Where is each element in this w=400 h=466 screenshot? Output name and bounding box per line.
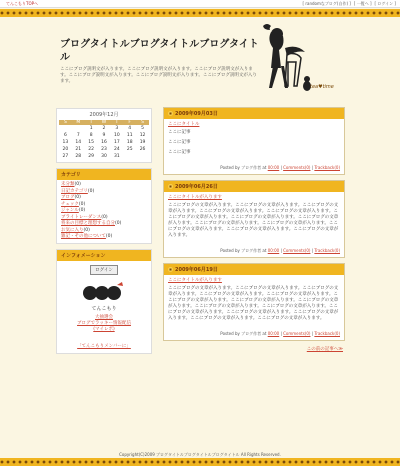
entry-date: 2009年06月19日 xyxy=(175,267,218,273)
calendar-day: 21 xyxy=(75,147,82,152)
category-count: (0) xyxy=(115,221,122,226)
entry-footer: Posted by ブログ作者 at 00:00 | Comments(0) | Trackback(0) xyxy=(220,331,340,336)
home-link[interactable]: てんこもりTOPへ xyxy=(6,1,39,6)
info-link-myreport[interactable]: (マイレポ) xyxy=(93,326,115,332)
category-box xyxy=(56,168,152,244)
top-nav-link-random[interactable]: [ randomなブログ(自作) ] xyxy=(302,1,351,6)
calendar-day: 27 xyxy=(62,154,69,159)
calendar-day: 26 xyxy=(139,147,146,152)
category-list xyxy=(57,180,151,243)
calendar-day: 18 xyxy=(126,140,133,145)
category-count: (0) xyxy=(105,234,113,239)
calendar-day: 13 xyxy=(62,140,69,145)
calendar-day xyxy=(72,125,85,132)
previous-entries-link[interactable]: この前の記事へ≫ xyxy=(306,347,343,352)
top-flower-border xyxy=(0,9,400,17)
top-nav-link-list[interactable]: [ 一覧へ ] xyxy=(353,1,372,6)
bottom-flower-border xyxy=(0,458,400,466)
flower-icon xyxy=(168,267,173,272)
member-link[interactable]: 「てんこもりメンバーに」 xyxy=(77,343,131,349)
entry-text: ここにブログの文章が入ります。ここにブログの文章が入ります。ここにブログの文章が入ります。ここにブログの文章が入ります。ここにブログの文章が入ります。ここにブログの文章が入ります。ここにブログの文章が入ります。ここにブログの文章が入ります。ここにブログの文章が入ります。ここにブログの文章が入ります。ここにブログの文章が入ります。ここにブログの文章が入ります。ここにブログの文章が入ります。ここにブログの文章が入ります。ここにブログの文章が入ります。 xyxy=(168,286,339,321)
calendar-day: 12 xyxy=(139,133,146,138)
flower-icon xyxy=(168,111,173,116)
category-link[interactable]: ジャンル xyxy=(61,208,79,213)
category-link[interactable]: お気に入り xyxy=(61,227,84,233)
information-box xyxy=(56,249,152,354)
calendar-day: 24 xyxy=(113,147,120,152)
entry-date-header xyxy=(164,108,344,119)
tea-time-logo: tea♥time xyxy=(310,84,334,90)
calendar-day: 14 xyxy=(75,140,82,145)
calendar-day: 11 xyxy=(126,133,133,138)
blog-title[interactable]: ブログタイトルブログタイトルブログタイトル xyxy=(60,39,259,63)
category-title: カテゴリ xyxy=(57,169,151,180)
entry-text: ここに記事 xyxy=(168,150,191,155)
entry-comments-link[interactable]: Comments(0) xyxy=(283,165,311,170)
entry-time-link[interactable]: 00:00 xyxy=(267,248,280,253)
entry-footer: Posted by ブログ作者 at 00:00 | Comments(0) | Trackback(0) xyxy=(220,165,340,170)
calendar-dow: M xyxy=(72,120,85,125)
entry-footer: Posted by ブログ作者 at 00:00 | Comments(0) | Trackback(0) xyxy=(220,248,340,253)
calendar-day: 25 xyxy=(126,147,133,152)
entry-date-header xyxy=(164,181,344,192)
entry-date-header xyxy=(164,264,344,275)
entry-trackback-link[interactable]: Trackback(0) xyxy=(314,248,340,253)
category-link[interactable]: ブログ xyxy=(61,195,75,200)
entry-text: ここにブログの文章が入ります。ここにブログの文章が入ります。ここにブログの文章が入ります。ここにブログの文章が入ります。ここにブログの文章が入ります。ここにブログの文章が入ります。ここにブログの文章が入ります。ここにブログの文章が入ります。ここにブログの文章が入ります。ここにブログの文章が入ります。ここにブログの文章が入ります。ここにブログの文章が入ります。ここにブログの文章が入ります。 xyxy=(168,203,339,238)
calendar-day: 3 xyxy=(115,126,119,131)
calendar-dow: W xyxy=(98,120,111,125)
calendar-day: 5 xyxy=(141,126,144,131)
calendar-day: 19 xyxy=(139,140,146,145)
category-link[interactable]: ブライトレーダンス xyxy=(61,214,102,220)
entry-title[interactable]: ここにタイトル xyxy=(168,122,200,127)
calendar-dow: T xyxy=(85,120,98,125)
entry-trackback-link[interactable]: Trackback(0) xyxy=(314,165,340,170)
flower-icon xyxy=(168,184,173,189)
calendar-day: 9 xyxy=(102,133,106,138)
calendar-day: 17 xyxy=(113,140,120,145)
calendar-day: 4 xyxy=(128,126,132,131)
calendar-title: 2009年12月 xyxy=(89,112,119,118)
calendar-day: 29 xyxy=(88,154,94,159)
category-count: (0) xyxy=(101,214,108,220)
calendar-day: 15 xyxy=(88,140,94,145)
calendar-day: 8 xyxy=(89,133,93,138)
information-title: インフォメーション xyxy=(57,250,151,261)
category-link[interactable]: 日記カテゴリ xyxy=(61,188,88,194)
calendar-dow: F xyxy=(123,120,136,125)
top-nav-bar xyxy=(0,0,400,8)
category-link[interactable]: 将来の目標と理想する自分 xyxy=(61,221,115,226)
entry-date: 2009年06月26日 xyxy=(175,184,218,190)
calendar-day: 7 xyxy=(76,133,80,138)
entry-title[interactable]: ここにタイトルが入ります xyxy=(168,278,222,283)
calendar-grid xyxy=(59,120,149,160)
blog-entry xyxy=(163,180,345,258)
blog-description: ここにブログ説明文が入ります。ここにブログ説明文が入ります。ここにブログ説明文が入ります。ここにブログ説明文が入ります。ここにブログ説明文が入ります。ここにブログ説明文が入ります。 xyxy=(60,67,257,84)
entry-title[interactable]: ここにタイトルが入ります xyxy=(168,195,222,200)
category-count: (0) xyxy=(78,208,86,213)
blog-entry xyxy=(163,263,345,341)
calendar-dow: T xyxy=(110,120,123,125)
calendar-widget xyxy=(56,108,152,163)
entry-posted-by: Posted by ブログ作者 xyxy=(220,331,262,336)
calendar-day: 22 xyxy=(88,147,94,152)
calendar-day: 28 xyxy=(75,154,82,159)
calendar-day: 16 xyxy=(101,140,107,145)
calendar-day: 31 xyxy=(113,154,120,159)
main-content xyxy=(163,107,345,352)
category-link[interactable]: 雑記・その他について xyxy=(61,234,106,239)
category-link[interactable]: チェック xyxy=(61,201,79,207)
calendar-day: 6 xyxy=(63,133,67,138)
category-count: (0) xyxy=(74,182,81,187)
sidebar xyxy=(56,108,152,354)
category-link[interactable]: 未分類 xyxy=(61,182,75,187)
entry-time-link[interactable]: 00:00 xyxy=(267,331,280,336)
entry-trackback-link[interactable]: Trackback(0) xyxy=(314,331,340,336)
top-nav-link-login[interactable]: [ ログイン ] xyxy=(374,1,396,6)
calendar-day: 10 xyxy=(113,133,120,138)
blog-header xyxy=(40,20,365,100)
entry-date: 2009年09月03日 xyxy=(175,111,218,117)
category-item xyxy=(61,234,147,241)
copyright: Copyright(C)2009 ブログタイトルブログタイトルブログタイトル All Rights Reserved. xyxy=(119,452,281,457)
info-link-lucky[interactable]: ブログでラッキー情報配信 xyxy=(77,320,131,326)
tenkomori-mascot-logo[interactable] xyxy=(81,281,127,313)
category-count: (0) xyxy=(78,201,86,207)
calendar-day: 30 xyxy=(101,154,107,159)
calendar-dow: S xyxy=(136,120,149,125)
calendar-day: 1 xyxy=(89,126,93,131)
calendar-day: 20 xyxy=(62,147,69,152)
blog-entry xyxy=(163,107,345,175)
category-count: (0) xyxy=(87,188,95,194)
woman-silhouette-illustration xyxy=(255,20,315,95)
entry-posted-by: Posted by ブログ作者 xyxy=(220,248,262,253)
category-count: (0) xyxy=(83,227,90,233)
calendar-day: 2 xyxy=(102,126,106,131)
entry-comments-link[interactable]: Comments(0) xyxy=(283,331,311,336)
calendar-day: 23 xyxy=(101,147,107,152)
calendar-dow: S xyxy=(59,120,72,125)
entry-comments-link[interactable]: Comments(0) xyxy=(283,248,311,253)
calendar-day xyxy=(136,153,149,160)
top-nav-links xyxy=(303,1,396,7)
login-button[interactable]: ログイン xyxy=(90,265,118,275)
entry-time-link[interactable]: 00:00 xyxy=(267,165,280,170)
entry-text: ここに記事 xyxy=(168,130,191,135)
mascot-icon xyxy=(81,281,127,313)
info-link-lottery[interactable]: 大抽選会 xyxy=(95,314,113,320)
mascot-text: てんこもり xyxy=(91,305,117,312)
calendar-day xyxy=(59,125,72,132)
entry-text: ここに記事 xyxy=(168,140,191,145)
calendar-day xyxy=(123,153,136,160)
category-count: (0) xyxy=(74,195,81,200)
entry-posted-by: Posted by ブログ作者 xyxy=(220,165,262,170)
